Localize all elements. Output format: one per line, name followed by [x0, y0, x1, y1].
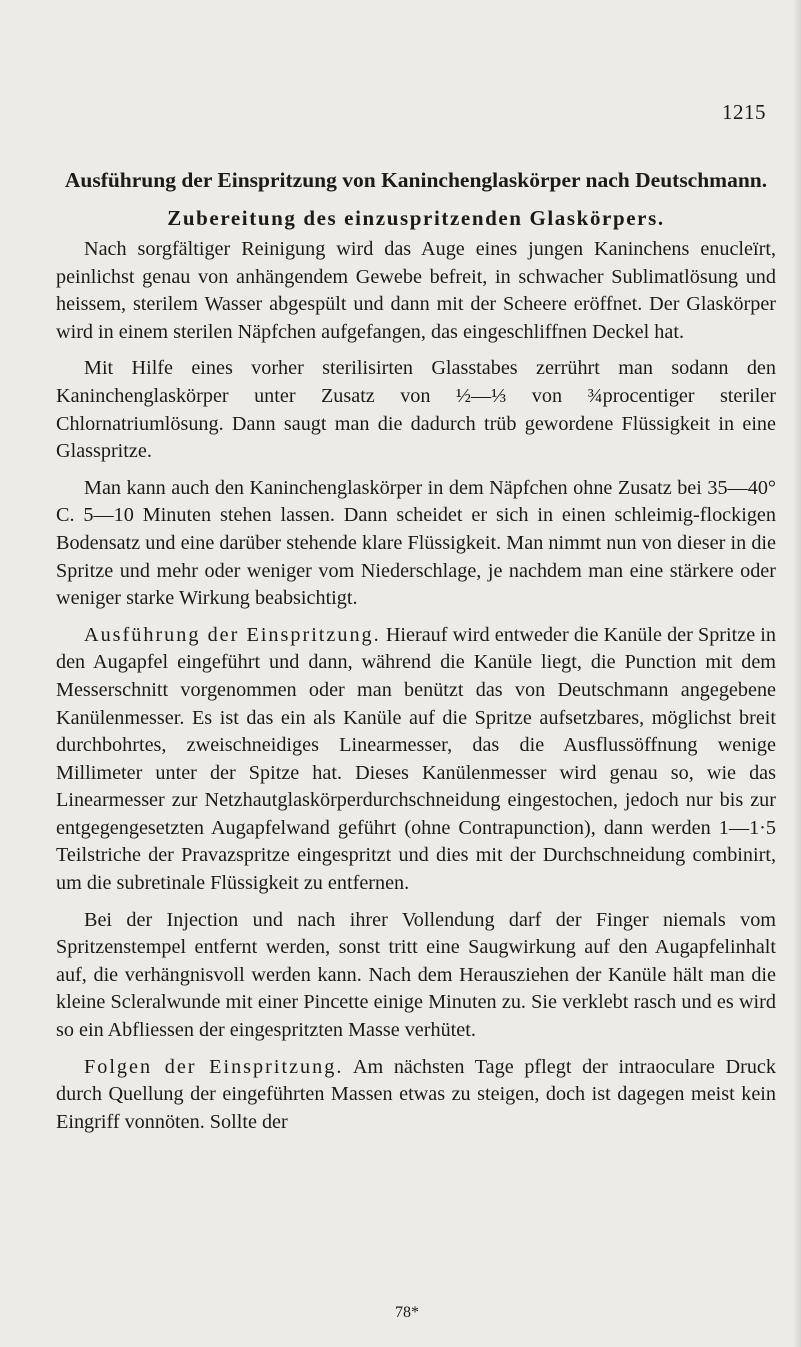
paragraph — [56, 475, 776, 613]
paragraph-text: Nach sorgfältiger Reinigung wird das Auge eines jungen Kaninchens enucleïrt, peinlichst genau von anhängendem Gewebe befreit, in schwacher Sublimatlösung und heissem, sterilem Wasser abgespült und dann mit der Scheere eröffnet. Der Glaskörper wird in einem sterilen Näpfchen aufgefangen, das eingeschliffnen Deckel hat. — [56, 238, 776, 343]
document-body — [56, 166, 776, 1136]
paragraph — [56, 236, 776, 346]
paragraph — [56, 907, 776, 1045]
paragraph — [56, 622, 776, 898]
signature-mark: 78* — [395, 1304, 419, 1321]
paragraph-text: Bei der Injection und nach ihrer Vollendung darf der Finger niemals vom Spritzenstempel entfernt werden, sonst tritt eine Saugwirkung auf den Augapfelinhalt auf, die verhängnisvoll werden kann. Nach dem Herausziehen der Kanüle hält man die kleine Scleralwunde mit einer Pincette einige Minuten zu. Sie verklebt rasch und es wird so ein Abfliessen der eingespritzten Masse verhütet. — [56, 908, 776, 1042]
paragraph-lead-heading: Ausführung der Einspritzung. — [84, 623, 381, 646]
section-subtitle: Zubereitung des einzuspritzenden Glaskörpers. — [167, 206, 665, 230]
paragraph-text: Man kann auch den Kaninchenglaskörper in dem Näpfchen ohne Zusatz bei 35—40° C. 5—10 Minuten stehen lassen. Dann scheidet er sich in einen schleimig-flockigen Bodensatz und eine darüber stehende klare Flüssigkeit. Man nimmt nun von dieser in die Spritze und mehr oder weniger vom Niederschlage, je nachdem man eine stärkere oder weniger starke Wirkung beabsichtigt. — [56, 476, 776, 610]
section-title: Ausführung der Einspritzung von Kaninchenglaskörper nach Deutschmann. — [64, 168, 768, 192]
paragraph-text: Am nächsten Tage pflegt der intraoculare Druck durch Quellung der eingeführten Massen etwas zu steigen, doch ist dagegen meist kein Eingriff vonnöten. Sollte der — [56, 1055, 776, 1133]
page-binding-edge — [793, 0, 801, 1347]
paragraph-text: Mit Hilfe eines vorher sterilisirten Glasstabes zerrührt man sodann den Kaninchenglaskörper unter Zusatz von ½—⅓ von ¾procentiger steriler Chlornatriumlösung. Dann saugt man die dadurch trüb gewordene Flüssigkeit in eine Glasspritze. — [56, 357, 776, 463]
paragraph-lead-heading: Folgen der Einspritzung. — [84, 1055, 344, 1078]
page-number: 1215 — [722, 100, 766, 124]
paragraph — [56, 1054, 776, 1137]
paragraph — [56, 355, 776, 465]
paragraph-text: Hierauf wird entweder die Kanüle der Spritze in den Augapfel eingeführt und dann, während die Kanüle liegt, die Punction mit dem Messerschnitt vorgenommen oder man benützt das von Deutschmann angegebene Kanülenmesser. Es ist das ein als Kanüle auf die Spritze aufsetzbares, möglichst breit durchbohrtes, zweischneidiges Linearmesser, das die Ausflussöffnung wenige Millimeter unter der Spitze hat. Dieses Kanülenmesser wird genau so, wie das Linearmesser zur Netzhautglaskörperdurchschneidung eingestochen, jedoch nur bis zur entgegengesetzten Augapfelwand geführt (ohne Contrapunction), dann werden 1—1·5 Teilstriche der Pravazspritze eingespritzt und dies mit der Durchschneidung combinirt, um die subretinale Flüssigkeit zu entfernen. — [56, 623, 777, 895]
